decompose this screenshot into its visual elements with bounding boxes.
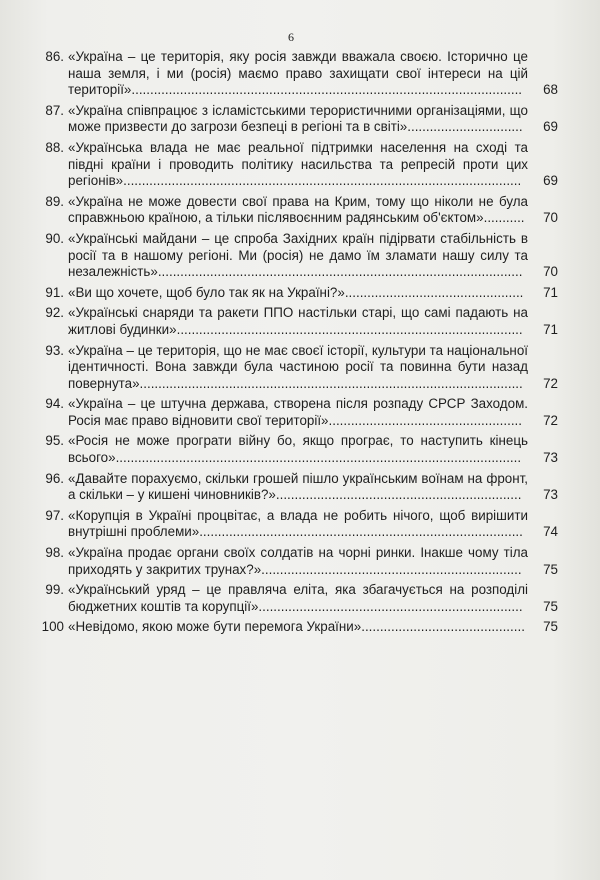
toc-entry[interactable] [28, 49, 558, 99]
toc-entry-title-text: «Україна не може довести свої права на Крим, тому що ніколи не була справжньою країною, а тільки післявоєнним радянським об'єктом» [68, 193, 528, 226]
toc-entry-number: 88. [45, 139, 64, 155]
dot-leader: ............................................ [361, 619, 525, 635]
toc-entry[interactable] [28, 619, 558, 636]
toc-entry-number: 91. [45, 284, 64, 300]
toc-entry[interactable] [28, 471, 558, 504]
toc-entry[interactable] [28, 508, 558, 541]
toc-entry-title-text: «Корупція в Україні процвітає, а влада не робить нічого, щоб вирішити внутрішні проблеми» [68, 507, 528, 540]
toc-entry-title [68, 194, 528, 227]
toc-entry-title-text: «Росія не може програти війну бо, якщо програє, то наступить кінець всього» [68, 433, 528, 466]
toc-entry-number: 93. [45, 342, 64, 358]
toc-entry-page: 69 [543, 173, 558, 189]
table-of-contents [28, 49, 558, 640]
toc-entry-title [68, 619, 528, 636]
toc-entry-number: 94. [45, 396, 64, 412]
toc-entry-title-text: «Україна – це штучна держава, створена після розпаду СРСР Заходом. Росія має право відновити свої території» [68, 396, 528, 428]
toc-entry-title [68, 305, 528, 338]
toc-entry-page: 71 [543, 284, 558, 300]
toc-entry-title [68, 140, 528, 190]
toc-entry[interactable] [28, 305, 558, 338]
toc-entry-number: 86. [45, 49, 64, 64]
dot-leader: ....................................................................................... [199, 524, 523, 540]
dot-leader: ........................................................................................................... [123, 173, 522, 189]
dot-leader: ............................................................................................. [176, 321, 523, 337]
dot-leader: .................................................................................................. [157, 264, 523, 280]
toc-entry-title [68, 231, 528, 281]
toc-entry-title-text: «Україна співпрацює з ісламістськими терористичними організаціями, що може призвести до загрози безпеці в регіоні та в світі» [68, 102, 528, 135]
dot-leader: .................................................... [328, 412, 522, 428]
toc-entry-title-text: «Ви що хочете, щоб було так як на Україні?» [68, 284, 345, 300]
dot-leader: ....................................................................................................... [139, 375, 523, 391]
dot-leader: .................................................................. [275, 487, 522, 503]
toc-entry[interactable] [28, 140, 558, 190]
toc-entry-page: 75 [543, 561, 558, 577]
toc-entry-page: 75 [543, 598, 558, 614]
toc-entry-number: 87. [45, 102, 64, 118]
toc-entry-title-text: «Українська влада не має реальної підтримки населення на сході та півдні країни і проводить політику насильства та репресій проти цих регіонів» [68, 139, 528, 189]
toc-entry-title-text: «Давайте порахуємо, скільки грошей пішло українським воїнам на фронт, а скільки – у кишені чиновників?» [68, 470, 528, 503]
toc-entry[interactable] [28, 433, 558, 466]
toc-entry-title-text: «Україна продає органи своїх солдатів на чорні ринки. Інакше чому тіла приходять у закритих трунах?» [68, 545, 528, 577]
dot-leader: ....................................................................... [258, 598, 523, 614]
toc-entry-page: 68 [543, 82, 558, 98]
dot-leader: ...................................................................... [261, 561, 522, 577]
toc-entry-page: 72 [543, 375, 558, 391]
page-number: 6 [288, 30, 294, 44]
toc-entry-page: 70 [543, 210, 558, 226]
toc-entry-title [68, 396, 528, 429]
toc-entry-number: 96. [45, 470, 64, 486]
dot-leader: ............................................................................................................. [115, 450, 522, 466]
toc-entry-title [68, 582, 528, 615]
toc-entry-page: 73 [543, 450, 558, 466]
dot-leader: ........... [483, 210, 525, 226]
toc-entry-number: 95. [45, 433, 64, 449]
toc-entry[interactable] [28, 231, 558, 281]
toc-entry-page: 72 [543, 412, 558, 428]
dot-leader: ............................... [407, 119, 523, 135]
toc-entry-number: 90. [45, 230, 64, 246]
dot-leader: ......................................................................................................... [131, 82, 523, 98]
toc-entry-title-text: «Невідомо, якою може бути перемога України» [68, 619, 362, 635]
toc-entry-page: 69 [543, 119, 558, 135]
toc-entry-number: 98. [45, 545, 64, 561]
toc-entry-title [68, 433, 528, 466]
toc-entry-title-text: «Українські снаряди та ракети ППО настільки старі, що самі падають на житлові будинки» [68, 305, 528, 337]
toc-entry-number: 100 [41, 619, 64, 635]
toc-entry-title-text: «Україна – це територія, що не має своєї історії, культури та національної ідентичності. Вона завжди була частиною росії та повинна бути назад повернута» [68, 342, 528, 391]
toc-entry-title [68, 343, 528, 393]
toc-entry-title [68, 49, 528, 99]
toc-entry-number: 89. [45, 193, 64, 209]
toc-entry-number: 97. [45, 507, 64, 523]
toc-entry-title-text: «Українські майдани – це спроба Західних країн підірвати стабільність в росії та в нашому регіоні. Ми (росія) не дамо їм зламати нашу силу та незалежність» [68, 230, 528, 280]
toc-entry-page: 75 [543, 619, 558, 635]
toc-entry[interactable] [28, 103, 558, 136]
toc-entry[interactable] [28, 545, 558, 578]
toc-entry-number: 92. [45, 305, 64, 321]
toc-entry-title [68, 103, 528, 136]
toc-entry-page: 74 [543, 524, 558, 540]
toc-entry-title-text: «Український уряд – це правляча еліта, яка збагачується на розподілі бюджетних коштів та корупції» [68, 582, 528, 614]
toc-entry[interactable] [28, 194, 558, 227]
toc-entry-page: 70 [543, 264, 558, 280]
toc-entry-page: 73 [543, 487, 558, 503]
dot-leader: ................................................ [344, 284, 524, 300]
toc-entry[interactable] [28, 582, 558, 615]
toc-entry[interactable] [28, 343, 558, 393]
toc-entry-title [68, 508, 528, 541]
toc-entry-page: 71 [543, 321, 558, 337]
toc-entry-title [68, 285, 528, 302]
toc-entry-title [68, 545, 528, 578]
toc-entry[interactable] [28, 285, 558, 302]
toc-entry-title-text: «Україна – це територія, яку росія завжди вважала своєю. Історично це наша земля, і ми (росія) маємо право захищати свої інтереси на цій території» [68, 49, 528, 98]
toc-entry-title [68, 471, 528, 504]
toc-entry[interactable] [28, 396, 558, 429]
toc-entry-number: 99. [45, 582, 64, 598]
